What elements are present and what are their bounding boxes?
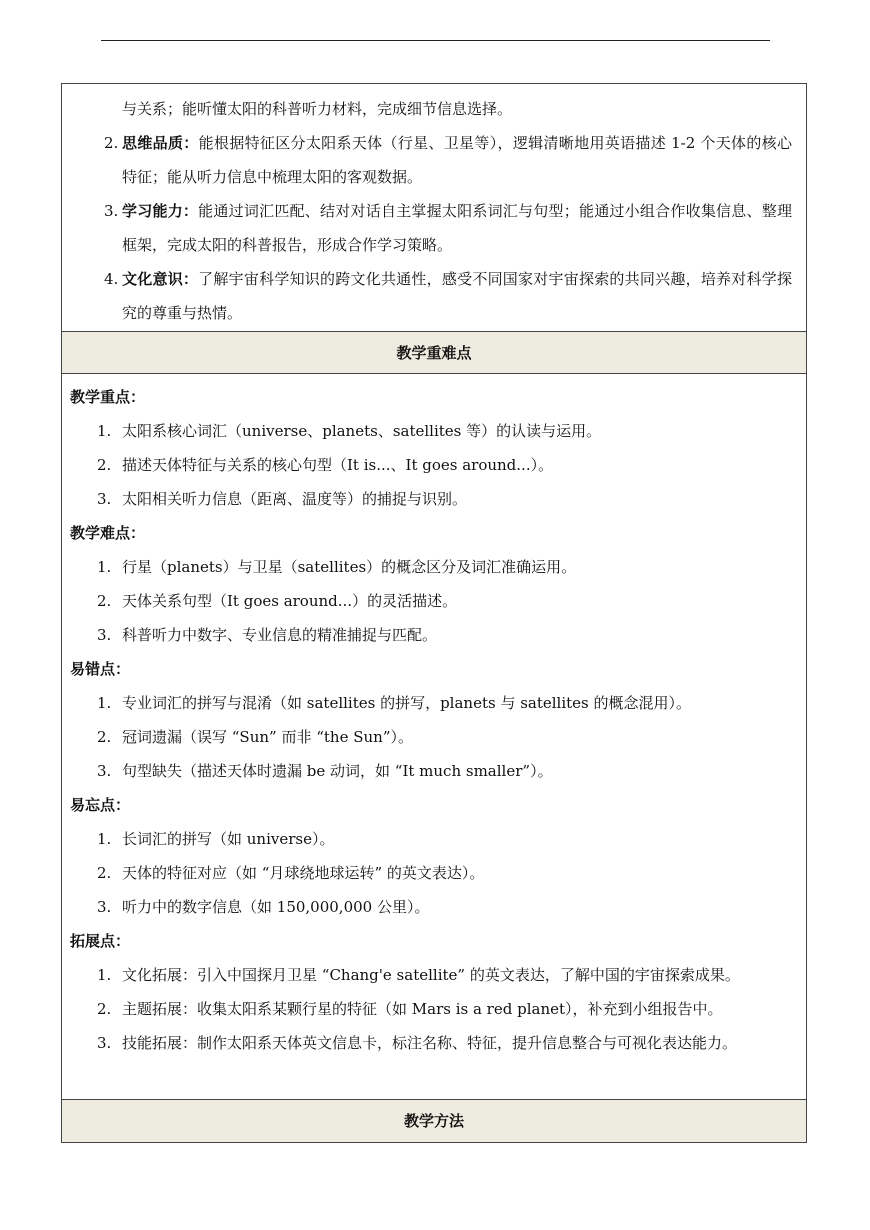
list-item: 2. 天体关系句型（It goes around...）的灵活描述。 xyxy=(97,592,458,610)
extension-title: 拓展点： xyxy=(70,932,131,950)
errors-title: 易错点： xyxy=(70,660,131,678)
objective-label: 思维品质： xyxy=(122,134,199,152)
list-item: 1. 太阳系核心词汇（universe、planets、satellites 等）的认读与运用。 xyxy=(97,422,602,440)
list-item: 2. 冠词遗漏（误写 “Sun” 而非 “the Sun”）。 xyxy=(97,728,414,746)
difficulty-header: 教学重难点 xyxy=(62,332,806,374)
objective-item xyxy=(70,262,798,330)
objective-label: 文化意识： xyxy=(122,270,199,288)
list-item: 2. 天体的特征对应（如 “月球绕地球运转” 的英文表达）。 xyxy=(97,864,485,882)
objective-number: 2. xyxy=(104,134,119,152)
difficulty-title: 教学难点： xyxy=(70,524,146,542)
header-rule xyxy=(101,40,770,41)
list-item: 3. 太阳相关听力信息（距离、温度等）的捕捉与识别。 xyxy=(97,490,468,508)
list-item: 3. 句型缺失（描述天体时遗漏 be 动词，如 “It much smaller”）。 xyxy=(97,762,553,780)
forgets-title: 易忘点： xyxy=(70,796,131,814)
list-item: 2. 主题拓展：收集太阳系某颗行星的特征（如 Mars is a red planet），补充到小组报告中。 xyxy=(97,1000,723,1018)
methods-header: 教学方法 xyxy=(62,1100,806,1142)
list-item: 1. 专业词汇的拼写与混淆（如 satellites 的拼写，planets 与 satellites 的概念混用）。 xyxy=(97,694,692,712)
list-item: 3. 技能拓展：制作太阳系天体英文信息卡，标注名称、特征，提升信息整合与可视化表达能力。 xyxy=(97,1034,738,1052)
list-item: 1. 行星（planets）与卫星（satellites）的概念区分及词汇准确运用。 xyxy=(97,558,577,576)
list-item: 3. 听力中的数字信息（如 150,000,000 公里）。 xyxy=(97,898,430,916)
lesson-plan-table xyxy=(61,83,807,1143)
list-item: 2. 描述天体特征与关系的核心句型（It is...、It goes around...）。 xyxy=(97,456,554,474)
focus-title: 教学重点： xyxy=(70,388,146,406)
objective-text: 能通过词汇匹配、结对对话自主掌握太阳系词汇与句型；能通过小组合作收集信息、整理框架，完成太阳的科普报告，形成合作学习策略。 xyxy=(122,202,792,254)
objective-item xyxy=(70,126,798,194)
objectives-cell xyxy=(62,84,806,332)
list-item: 1. 长词汇的拼写（如 universe）。 xyxy=(97,830,335,848)
objective-continuation: 与关系；能听懂太阳的科普听力材料，完成细节信息选择。 xyxy=(122,100,513,118)
objective-text: 能根据特征区分太阳系天体（行星、卫星等），逻辑清晰地用英语描述 1-2 个天体的核心特征；能从听力信息中梳理太阳的客观数据。 xyxy=(122,134,792,186)
objective-item xyxy=(70,194,798,262)
objective-number: 3. xyxy=(104,202,119,220)
objective-text: 了解宇宙科学知识的跨文化共通性，感受不同国家对宇宙探索的共同兴趣，培养对科学探究的尊重与热情。 xyxy=(122,270,792,322)
objective-number: 4. xyxy=(104,270,119,288)
list-item: 3. 科普听力中数字、专业信息的精准捕捉与匹配。 xyxy=(97,626,438,644)
list-item: 1. 文化拓展：引入中国探月卫星 “Chang'e satellite” 的英文表达，了解中国的宇宙探索成果。 xyxy=(97,966,740,984)
key-points-cell xyxy=(62,374,806,1100)
objective-label: 学习能力： xyxy=(122,202,199,220)
